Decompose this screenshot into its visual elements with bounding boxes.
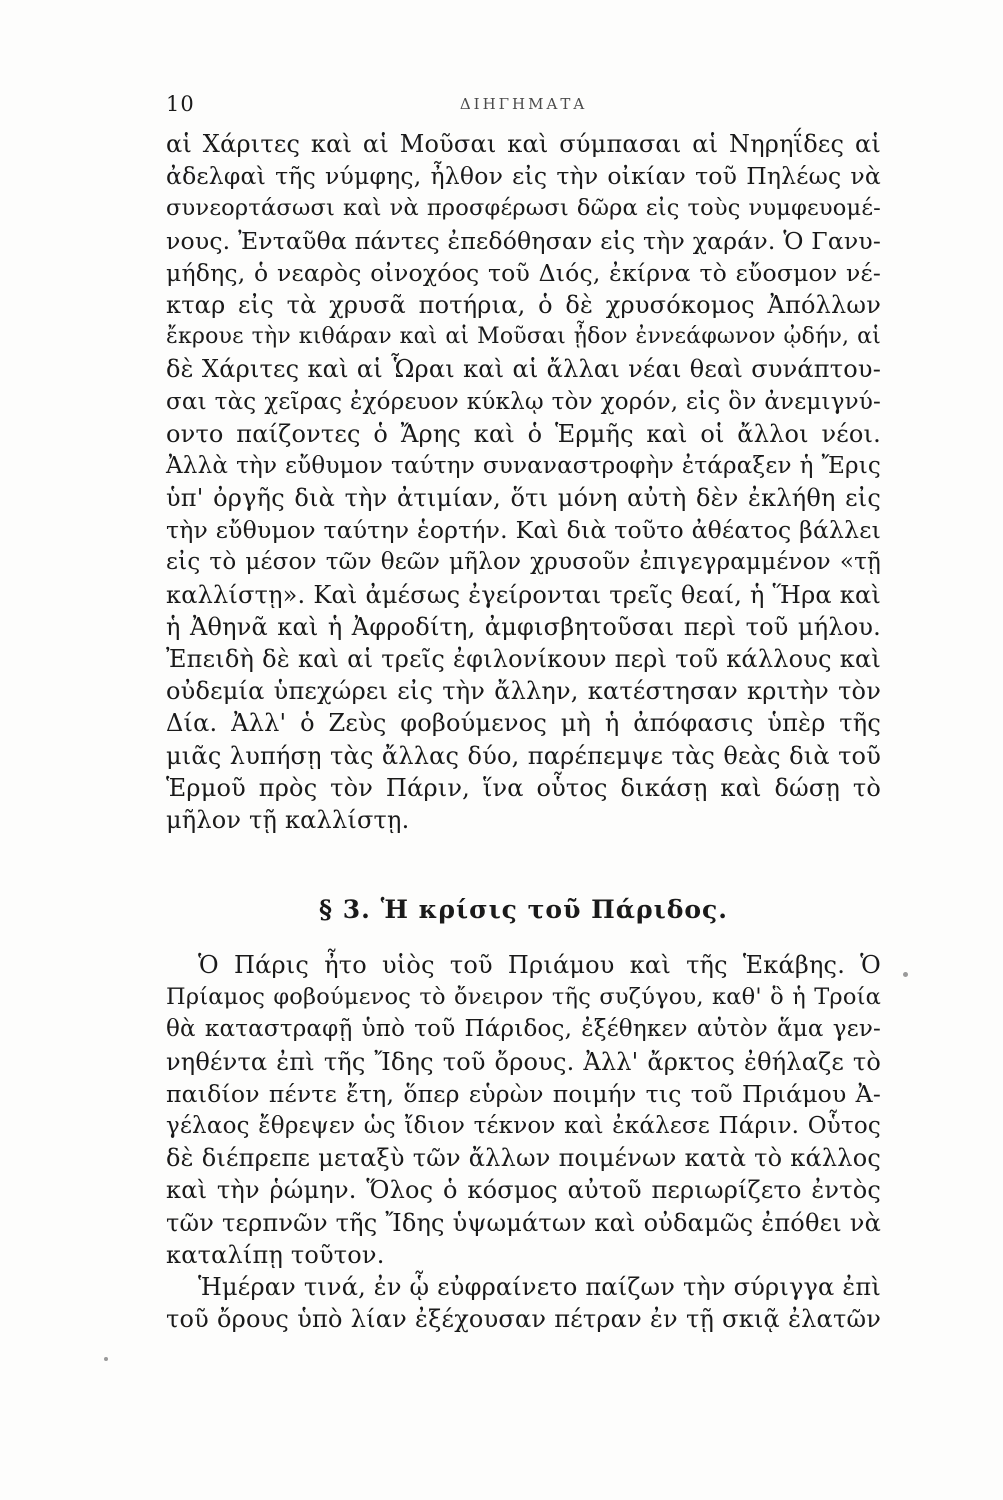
text-line: ἀδελφαὶ τῆς νύμφης, ἦλθον εἰς τὴν οἰκίαν τοῦ Πηλέως νὰ xyxy=(166,162,881,191)
text-line: ἡ Ἀθηνᾶ καὶ ἡ Ἀφροδίτη, ἀμφισβητοῦσαι περὶ τοῦ μήλου. xyxy=(166,612,881,641)
text-line: θὰ καταστραφῇ ὑπὸ τοῦ Πάριδος, ἐξέθηκεν αὐτὸν ἅμα γεν- xyxy=(166,1016,881,1043)
text-line: εἰς τὸ μέσον τῶν θεῶν μῆλον χρυσοῦν ἐπιγεγραμμένον «τῇ xyxy=(166,549,881,576)
text-line: νους. Ἐνταῦθα πάντες ἐπεδόθησαν εἰς τὴν χαράν. Ὁ Γανυ- xyxy=(166,226,881,255)
paragraph-2 xyxy=(166,949,881,1335)
section-mark: § 3. xyxy=(319,895,371,924)
text-line: δὲ Χάριτες καὶ αἱ Ὧραι καὶ αἱ ἄλλαι νέαι θεαὶ συνάπτου- xyxy=(166,355,881,384)
text-line: νηθέντα ἐπὶ τῆς Ἴδης τοῦ ὄρους. Ἀλλ' ἄρκτος ἐθήλαζε τὸ xyxy=(166,1047,881,1076)
text-line: Ἑρμοῦ πρὸς τὸν Πάριν, ἵνα οὗτος δικάσῃ καὶ δώσῃ τὸ xyxy=(166,773,881,802)
paragraph-1 xyxy=(166,128,881,836)
text-line: καὶ τὴν ῥώμην. Ὅλος ὁ κόσμος αὐτοῦ περιωρίζετο ἐντὸς xyxy=(166,1176,881,1205)
text-line: γέλαος ἔθρεψεν ὡς ἴδιον τέκνον καὶ ἐκάλεσε Πάριν. Οὗτος xyxy=(166,1112,881,1139)
text-line: μῆλον τῇ καλλίστῃ. xyxy=(166,805,410,834)
text-line: Ἐπειδὴ δὲ καὶ αἱ τρεῖς ἐφιλονίκουν περὶ τοῦ κάλλους καὶ xyxy=(166,645,881,673)
text-line: Ὁ Πάρις ἦτο υἱὸς τοῦ Πριάμου καὶ τῆς Ἑκάβης. Ὁ xyxy=(198,951,881,979)
text-line: σαι τὰς χεῖρας ἐχόρευον κύκλῳ τὸν χορόν, εἰς ὃν ἀνεμιγνύ- xyxy=(166,388,881,415)
text-line: τῶν τερπνῶν τῆς Ἴδης ὑψωμάτων καὶ οὐδαμῶς ἐπόθει νὰ xyxy=(166,1208,881,1237)
paper-speck xyxy=(104,1357,108,1361)
text-line: οὐδεμία ὑπεχώρει εἰς τὴν ἄλλην, κατέστησαν κριτὴν τὸν xyxy=(166,677,881,706)
text-line: μιᾶς λυπήσῃ τὰς ἄλλας δύο, παρέπεμψε τὰς θεὰς διὰ τοῦ xyxy=(166,741,881,770)
text-line: συνεορτάσωσι καὶ νὰ προσφέρωσι δῶρα εἰς τοὺς νυμφευομέ- xyxy=(166,195,881,222)
text-line: Ἀλλὰ τὴν εὔθυμον ταύτην συναναστροφὴν ἐτάραξεν ἡ Ἔρις xyxy=(166,452,881,479)
text-line: ἔκρουε τὴν κιθάραν καὶ αἱ Μοῦσαι ᾖδον ἐννεάφωνον ᾠδήν, αἱ xyxy=(166,324,881,350)
text-line: τὴν εὔθυμον ταύτην ἑορτήν. Καὶ διὰ τοῦτο ἀθέατος βάλλει xyxy=(166,516,881,545)
text-line: ὑπ' ὀργῆς διὰ τὴν ἀτιμίαν, ὅτι μόνη αὐτὴ δὲν ἐκλήθη εἰς xyxy=(166,484,881,513)
running-head xyxy=(166,92,881,120)
text-line: Ἡμέραν τινά, ἐν ᾧ εὐφραίνετο παίζων τὴν σύριγγα ἐπὶ xyxy=(198,1272,881,1301)
text-line: Δία. Ἀλλ' ὁ Ζεὺς φοβούμενος μὴ ἡ ἀπόφασις ὑπὲρ τῆς xyxy=(166,709,881,738)
text-line: καταλίπῃ τοῦτον. xyxy=(166,1240,385,1269)
text-line: καλλίστῃ». Καὶ ἀμέσως ἐγείρονται τρεῖς θεαί, ἡ Ἥρα καὶ xyxy=(166,580,881,609)
text-line: αἱ Χάριτες καὶ αἱ Μοῦσαι καὶ σύμπασαι αἱ Νηρηΐδες αἱ xyxy=(166,130,881,158)
text-line: δὲ διέπρεπε μεταξὺ τῶν ἄλλων ποιμένων κατὰ τὸ κάλλος xyxy=(166,1144,881,1173)
text-line: παιδίον πέντε ἔτη, ὅπερ εὑρὼν ποιμήν τις τοῦ Πριάμου Ἀ- xyxy=(166,1079,881,1108)
section-title: Ἡ κρίσις τοῦ Πάριδος. xyxy=(380,895,728,924)
text-line: Πρίαμος φοβούμενος τὸ ὄνειρον τῆς συζύγου, καθ' ὃ ἡ Τροία xyxy=(166,984,881,1011)
text-line: μήδης, ὁ νεαρὸς οἰνοχόος τοῦ Διός, ἐκίρνα τὸ εὔοσμον νέ- xyxy=(166,258,881,287)
section-heading xyxy=(166,893,881,927)
paper-speck xyxy=(903,972,908,977)
page-number: 10 xyxy=(166,92,195,116)
text-line: οντο παίζοντες ὁ Ἄρης καὶ ὁ Ἑρμῆς καὶ οἱ ἄλλοι νέοι. xyxy=(166,419,881,448)
text-line: κταρ εἰς τὰ χρυσᾶ ποτήρια, ὁ δὲ χρυσόκομος Ἀπόλλων xyxy=(166,290,881,319)
running-head-title: ΔΙΗΓΗΜΑΤΑ xyxy=(459,95,588,113)
text-line: τοῦ ὄρους ὑπὸ λίαν ἐξέχουσαν πέτραν ἐν τῇ σκιᾷ ἐλατῶν xyxy=(166,1305,881,1334)
